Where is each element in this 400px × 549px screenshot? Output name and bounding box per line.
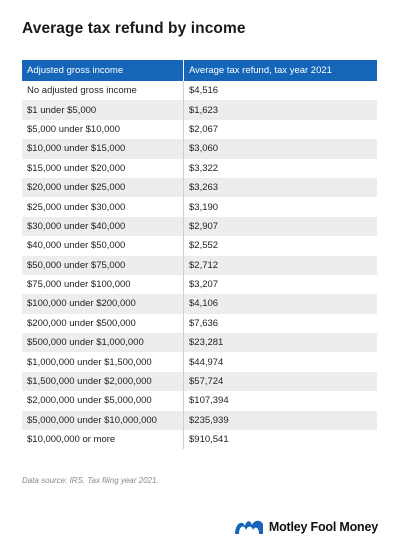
- income-bracket-cell: $100,000 under $200,000: [22, 294, 184, 313]
- table-row: [22, 294, 377, 313]
- refund-amount-cell: $910,541: [189, 434, 229, 446]
- refund-table: [22, 60, 377, 449]
- refund-amount-cell: $107,394: [189, 395, 229, 407]
- income-bracket-cell: $5,000,000 under $10,000,000: [22, 411, 184, 430]
- column-header-income: Adjusted gross income: [22, 60, 184, 81]
- brand-logo: [234, 518, 378, 535]
- table-row: [22, 217, 377, 236]
- income-bracket-cell: $1,000,000 under $1,500,000: [22, 352, 184, 371]
- income-bracket-cell: $2,000,000 under $5,000,000: [22, 391, 184, 410]
- data-source-note: Data source: IRS. Tax filing year 2021.: [22, 476, 159, 485]
- income-bracket-cell: $20,000 under $25,000: [22, 178, 184, 197]
- refund-amount-cell: $2,712: [189, 259, 219, 271]
- refund-amount-cell: $44,974: [189, 356, 224, 368]
- table-row: [22, 430, 377, 449]
- table-body: [22, 81, 377, 449]
- refund-amount-cell: $2,907: [189, 220, 219, 232]
- table-row: [22, 197, 377, 216]
- brand-name: Motley Fool Money: [268, 519, 378, 534]
- table-row: [22, 372, 377, 391]
- column-header-refund: Average tax refund, tax year 2021: [189, 65, 332, 76]
- income-bracket-cell: $1,500,000 under $2,000,000: [22, 372, 184, 391]
- refund-amount-cell: $57,724: [189, 376, 224, 388]
- table-row: [22, 236, 377, 255]
- refund-amount-cell: $4,516: [189, 85, 219, 97]
- table-row: [22, 159, 377, 178]
- refund-amount-cell: $3,060: [189, 143, 219, 155]
- income-bracket-cell: $10,000,000 or more: [22, 430, 184, 449]
- income-bracket-cell: No adjusted gross income: [22, 81, 184, 100]
- refund-amount-cell: $235,939: [189, 414, 229, 426]
- income-bracket-cell: $50,000 under $75,000: [22, 256, 184, 275]
- income-bracket-cell: $5,000 under $10,000: [22, 120, 184, 139]
- table-header: [22, 60, 377, 81]
- income-bracket-cell: $1 under $5,000: [22, 100, 184, 119]
- income-bracket-cell: $15,000 under $20,000: [22, 159, 184, 178]
- table-row: [22, 333, 377, 352]
- table-row: [22, 178, 377, 197]
- table-row: [22, 314, 377, 333]
- motley-fool-logo-icon: [234, 518, 264, 535]
- income-bracket-cell: $25,000 under $30,000: [22, 197, 184, 216]
- refund-amount-cell: $3,263: [189, 182, 219, 194]
- income-bracket-cell: $200,000 under $500,000: [22, 314, 184, 333]
- table-row: [22, 275, 377, 294]
- refund-amount-cell: $4,106: [189, 298, 219, 310]
- chart-title: Average tax refund by income: [22, 20, 246, 37]
- table-row: [22, 100, 377, 119]
- refund-amount-cell: $2,067: [189, 123, 219, 135]
- refund-amount-cell: $7,636: [189, 317, 219, 329]
- refund-amount-cell: $2,552: [189, 240, 219, 252]
- table-row: [22, 139, 377, 158]
- table-row: [22, 256, 377, 275]
- income-bracket-cell: $75,000 under $100,000: [22, 275, 184, 294]
- refund-amount-cell: $1,623: [189, 104, 219, 116]
- refund-amount-cell: $23,281: [189, 337, 224, 349]
- income-bracket-cell: $500,000 under $1,000,000: [22, 333, 184, 352]
- income-bracket-cell: $30,000 under $40,000: [22, 217, 184, 236]
- table-row: [22, 411, 377, 430]
- refund-amount-cell: $3,190: [189, 201, 219, 213]
- table-row: [22, 120, 377, 139]
- table-row: [22, 352, 377, 371]
- table-row: [22, 391, 377, 410]
- income-bracket-cell: $10,000 under $15,000: [22, 139, 184, 158]
- table-row: [22, 81, 377, 100]
- refund-amount-cell: $3,207: [189, 279, 219, 291]
- income-bracket-cell: $40,000 under $50,000: [22, 236, 184, 255]
- refund-amount-cell: $3,322: [189, 162, 219, 174]
